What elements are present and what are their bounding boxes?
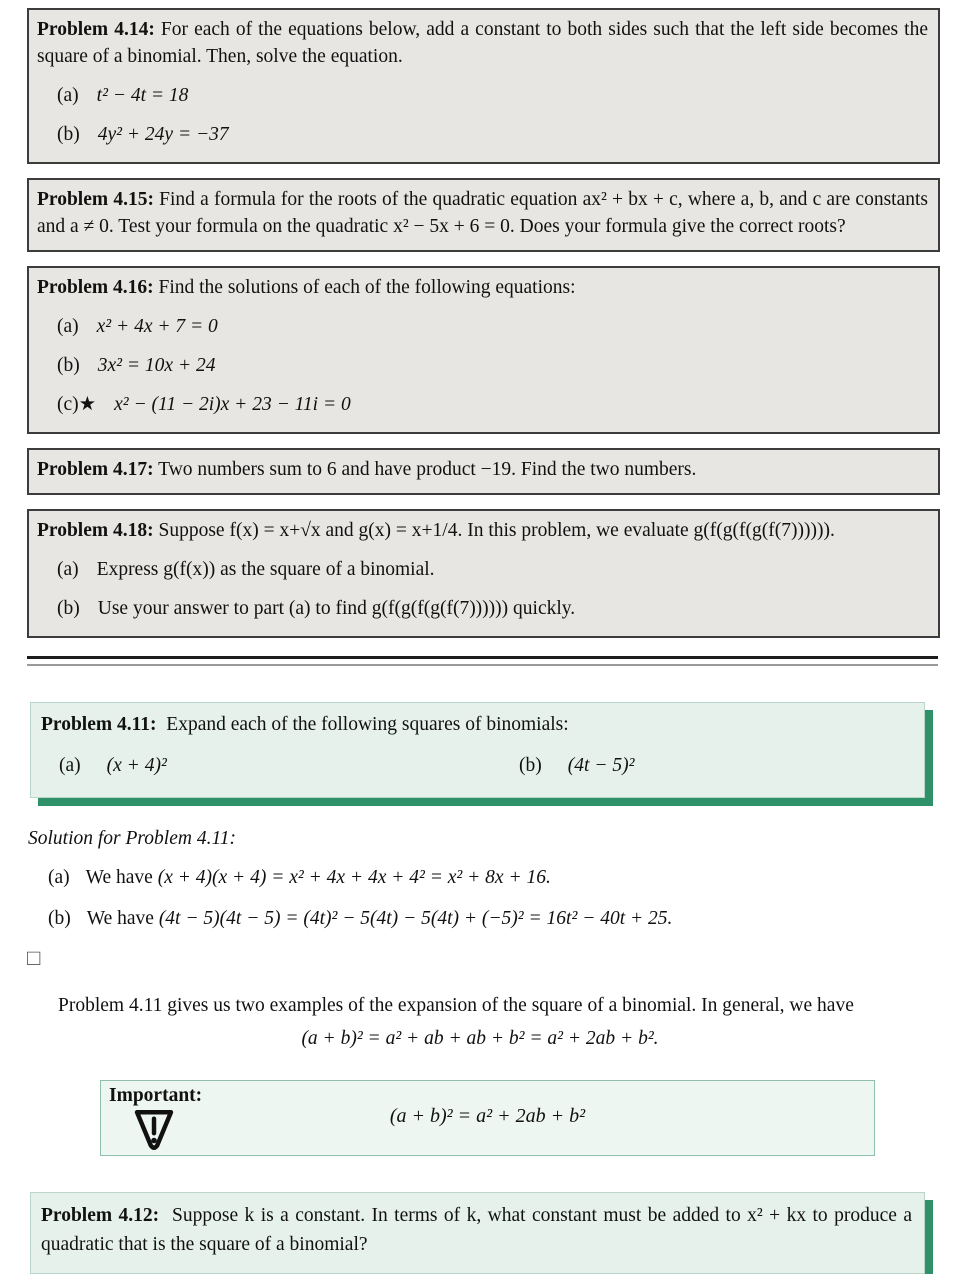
part-row <box>57 121 928 148</box>
problem-statement <box>37 16 928 70</box>
part-row <box>57 391 928 418</box>
part-label: (a) <box>57 316 79 337</box>
problem-statement <box>37 456 928 483</box>
problem-box-4-16 <box>27 266 940 434</box>
solution-part-row <box>48 864 960 891</box>
problem-title: Problem 4.16: <box>37 277 154 298</box>
problem-statement <box>41 711 912 739</box>
important-equation: (a + b)² = a² + 2ab + b² <box>389 1105 586 1127</box>
problem-parts <box>37 313 928 418</box>
part-label: (a) <box>57 559 79 580</box>
part-label: (b) <box>57 355 80 376</box>
problem-body: Expand each of the following squares of binomials: <box>166 714 569 735</box>
gray-problem-list <box>0 8 960 638</box>
part-text: Use your answer to part (a) to find g(f(g(f(g(f(7)))))) quickly. <box>97 598 576 619</box>
solution-prefix: We have <box>86 908 159 929</box>
part-text: (x + 4)² <box>106 755 167 776</box>
part-label: (b) <box>48 908 71 929</box>
solution-math: (x + 4)(x + 4) = x² + 4x + 4x + 4² = x² + 8x + 16. <box>157 867 551 888</box>
part-label: (c)★ <box>57 394 97 415</box>
part-text: 3x² = 10x + 24 <box>97 355 216 376</box>
problem-statement <box>37 274 928 301</box>
part-text: t² − 4t = 18 <box>96 85 189 106</box>
part-text: x² − (11 − 2i)x + 23 − 11i = 0 <box>114 394 351 415</box>
solution-parts <box>0 864 960 932</box>
part-text <box>86 864 551 891</box>
problem-body: Suppose k is a constant. In terms of k, what constant must be added to x² + kx to produce a quadratic that is the square of a binomial? <box>41 1205 912 1255</box>
problem-box-4-14 <box>27 8 940 164</box>
part-label: (b) <box>57 598 80 619</box>
problem-parts <box>37 556 928 622</box>
part-label: (b) <box>57 124 80 145</box>
problem-box-4-18 <box>27 509 940 638</box>
part-label: (a) <box>48 867 70 888</box>
section-divider <box>27 656 938 666</box>
problem-parts <box>59 755 912 777</box>
problem-title: Problem 4.18: <box>37 520 154 541</box>
problem-box-4-12 <box>30 1192 925 1274</box>
divider-dark-rule <box>27 656 938 659</box>
problem-parts <box>37 82 928 148</box>
problem-box-4-11 <box>30 702 925 798</box>
part-row <box>57 556 928 583</box>
part-row <box>57 352 928 379</box>
end-of-solution-marker: □ <box>27 945 41 970</box>
problem-body: For each of the equations below, add a constant to both sides such that the left side becomes the square of a binomial. Then, solve the equation. <box>37 19 928 67</box>
problem-body: Find a formula for the roots of the quadratic equation ax² + bx + c, where a, b, and c are constants and a ≠ 0. Test your formula on the quadratic x² − 5x + 6 = 0. Does your formula give the correct roots? <box>37 189 929 237</box>
solution-part-row <box>48 905 960 932</box>
part-text: x² + 4x + 7 = 0 <box>96 316 218 337</box>
part-row <box>57 595 928 622</box>
part-text: 4y² + 24y = −37 <box>97 124 229 145</box>
part-text: (4t − 5)² <box>567 755 635 776</box>
textbook-page <box>0 8 960 1255</box>
displayed-equation: (a + b)² = a² + ab + ab + b² = a² + 2ab + b². <box>301 1028 659 1049</box>
part-label: (a) <box>57 85 79 106</box>
problem-title: Problem 4.15: <box>37 189 154 210</box>
problem-title: Problem 4.17: <box>37 459 154 480</box>
part-row <box>59 755 519 777</box>
part-row <box>519 755 634 777</box>
problem-title: Problem 4.12: <box>41 1205 160 1226</box>
problem-body: Find the solutions of each of the following equations: <box>153 277 576 298</box>
part-row <box>57 313 928 340</box>
problem-statement <box>37 517 928 544</box>
part-row <box>57 82 928 109</box>
solution-heading: Solution for Problem 4.11: <box>28 828 236 849</box>
important-label: Important: <box>109 1085 203 1106</box>
part-text <box>87 905 673 932</box>
problem-body: Two numbers sum to 6 and have product −19. Find the two numbers. <box>153 459 697 480</box>
solution-prefix: We have <box>85 867 158 888</box>
important-callout <box>100 1080 875 1156</box>
body-paragraph: Problem 4.11 gives us two examples of the expansion of the square of a binomial. In general, we have <box>58 995 854 1016</box>
divider-gray-rule <box>27 664 938 666</box>
problem-box-4-17 <box>27 448 940 495</box>
problem-box-4-15 <box>27 178 940 252</box>
part-label: (a) <box>59 755 81 776</box>
problem-statement <box>41 1201 912 1259</box>
problem-statement <box>37 186 928 240</box>
problem-title: Problem 4.14: <box>37 19 155 40</box>
problem-body: Suppose f(x) = x+√x and g(x) = x+1/4. In this problem, we evaluate g(f(g(f(g(f(7)))))). <box>153 520 835 541</box>
problem-title: Problem 4.11: <box>41 714 157 735</box>
solution-math: (4t − 5)(4t − 5) = (4t)² − 5(4t) − 5(4t) + (−5)² = 16t² − 40t + 25. <box>158 908 673 929</box>
part-text: Express g(f(x)) as the square of a binomial. <box>96 559 435 580</box>
part-label: (b) <box>519 755 542 776</box>
